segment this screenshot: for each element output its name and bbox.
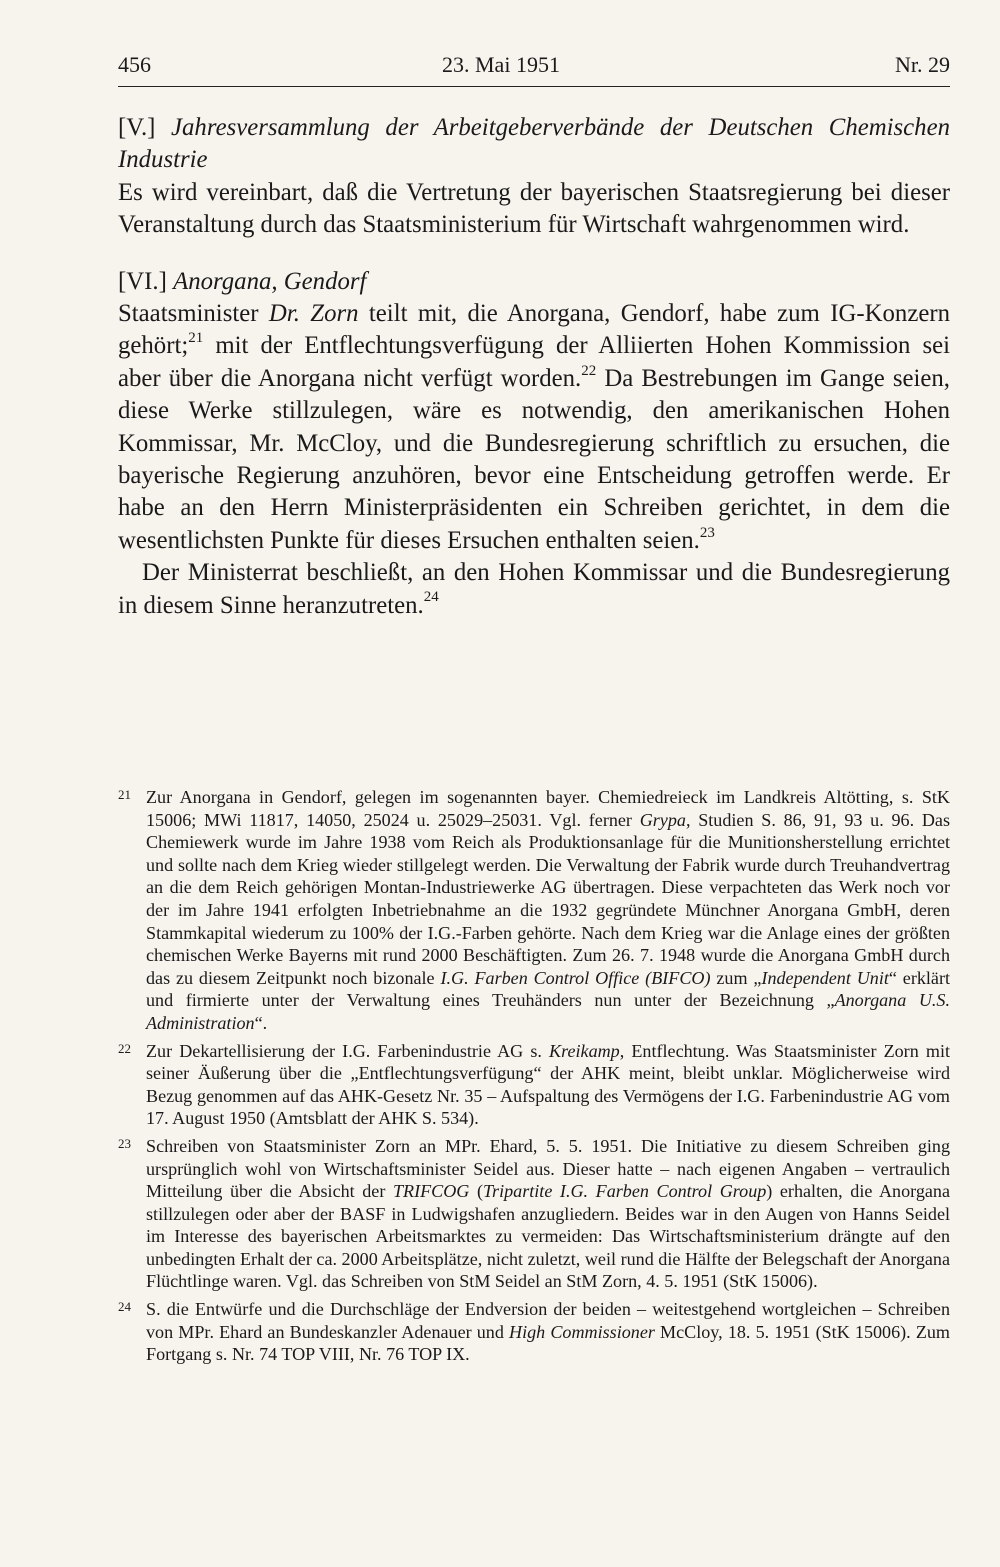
footnotes: [118, 786, 950, 1371]
main-text: [118, 112, 950, 622]
page-header: [118, 52, 950, 86]
header-date: 23. Mai 1951: [442, 52, 560, 77]
footnote-number: 24: [118, 1299, 131, 1315]
section-v-text: Es wird vereinbart, daß die Vertretung der bayerischen Staatsregierung bei dieser Veranstaltung durch das Staatsministerium für Wirtschaft wahrgenommen wird.: [118, 178, 950, 239]
text-run: Schreiben von Staatsminister Zorn an MPr. Ehard, 5. 5. 1951. Die Initiative zu diesem Schreiben ging ursprünglich wohl von Wirtschaftsminister Seidel aus. Dieser hatte – nach eigenen Angaben – vertraulich Mitteilung über die Absicht der: [146, 1135, 950, 1202]
section-title: Anorgana, Gendorf: [173, 267, 367, 295]
text-run: mit der Entflechtungsverfügung der Alliierten Hohen Kommission sei aber über die Anorgana nicht verfügt worden.: [118, 332, 950, 392]
text-run: (: [469, 1181, 483, 1202]
section-label: [V.]: [118, 114, 156, 141]
section-heading-v: [118, 112, 950, 177]
text-run: Staatsminister: [118, 300, 269, 328]
header-rule: [118, 86, 950, 87]
issue-number: Nr. 29: [895, 52, 950, 77]
italic-term: High Commissioner: [509, 1321, 655, 1342]
text-run: , Studien S. 86, 91, 93 u. 96. Das Chemiewerk wurde im Jahre 1938 vom Reich als Produktionsanlage für die Munitionsherstellung errichtet und sollte nach dem Krieg wieder stillgelegt werden. Die Verwaltung der Fabrik wurde durch Treuhandvertrag an die dem Reich gehörigen Montan-Industriewerke AG übertragen. Diese verpachteten das Werk noch vor der im Jahre 1941 erfolgten Inbetriebnahme an die 1932 gegründete Münchner Anorgana GmbH, deren Stammkapital wiederum zu 100% der I.G.-Farben gehörte. Nach dem Krieg war die Anlage eines der größten chemischen Werke Bayerns mit rund 2000 Beschäftigten. Zum 26. 7. 1948 wurde die Anorgana GmbH durch das zu diesem Zeitpunkt noch bizonale: [146, 809, 950, 988]
footnote-23: [118, 1135, 950, 1293]
text-run: ) erhalten, die Anorgana stillzulegen oder aber der BASF in Ludwigshafen anzugliedern. Beides war in den Augen von Hanns Seidel im Interesse des bayerischen Arbeitsmarktes zu vermeiden: Das Wirtschaftsministerium drängte auf den unbedingten Erhalt der ca. 2000 Arbeitsplätze, nicht zuletzt, weil rund die Hälfte der Belegschaft der Anorgana Flüchtlinge waren. Vgl. das Schreiben von StM Seidel an StM Zorn, 4. 5. 1951 (StK 15006).: [146, 1181, 950, 1292]
text-run: Da Bestrebungen im Gange seien, diese Werke stillzulegen, wäre es notwendig, den amerikanischen Hohen Kommissar, Mr. McCloy, und die Bundesregierung schriftlich zu ersuchen, die bayerische Regierung anzuhören, bevor eine Entscheidung getroffen werde. Er habe an den Herrn Ministerpräsidenten ein Schreiben gerichtet, in dem die wesentlichsten Punkte für dieses Ersuchen enthalten seien.: [118, 364, 950, 554]
text-run: “.: [254, 1012, 268, 1033]
text-run: Der Ministerrat beschließt, an den Hohen Kommissar und die Bundesregierung in diesem Sinne heranzutreten.: [118, 559, 950, 619]
footnote-ref[interactable]: 22: [581, 362, 597, 379]
text-run: zum „: [710, 967, 762, 988]
text-run: McCloy, 18. 5. 1951 (StK 15006). Zum Fortgang s. Nr. 74 TOP VIII, Nr. 76 TOP IX.: [146, 1321, 950, 1365]
page-number: 456: [118, 52, 151, 77]
italic-term: I.G. Farben Control Office (BIFCO): [440, 967, 711, 988]
italic-term: Tripartite I.G. Farben Control Group: [482, 1181, 767, 1202]
section-vi-paragraph: [118, 298, 950, 557]
footnote-number: 22: [118, 1040, 131, 1056]
footnote-ref[interactable]: 21: [188, 330, 204, 347]
text-run: , Entflechtung. Was Staatsminister Zorn mit seiner Äußerung über die „Entflechtungsverfügung“ der AHK meint, bleibt unklar. Möglicherweise wird Bezug genommen auf das AHK-Gesetz Nr. 35 – Aufspaltung des Vermögens der I.G. Farbenindustrie AG vom 17. August 1950 (Amtsblatt der AHK S. 534).: [146, 1040, 951, 1129]
footnote-24: [118, 1298, 950, 1366]
section-title: Jahresversammlung der Arbeitgeberverbände der Deutschen Chemischen Industrie: [118, 114, 950, 174]
author-name: Kreikamp: [549, 1040, 620, 1061]
footnote-number: 23: [118, 1135, 131, 1151]
text-run: Zur Dekartellisierung der I.G. Farbenindustrie AG s.: [146, 1040, 550, 1061]
text-run: “ erklärt und firmierte unter der Verwaltung eines Treuhänders nun unter der Bezeichnung „: [146, 967, 951, 1011]
footnote-number: 21: [118, 787, 131, 802]
resolution-paragraph: [118, 557, 950, 622]
footnote-21: [118, 786, 950, 1035]
text-run: Zur Anorgana in Gendorf, gelegen im sogenannten bayer. Chemiedreieck im Landkreis Altötting, s. StK 15006; MWi 11817, 14050, 25024 u. 25029–25031. Vgl. ferner: [146, 787, 950, 830]
section-heading-vi: [118, 266, 950, 298]
person-name: Dr. Zorn: [268, 300, 359, 328]
footnote-22: [118, 1040, 950, 1130]
text-run: S. die Entwürfe und die Durchschläge der Endversion der beiden – weitestgehend wortgleichen – Schreiben von MPr. Ehard an Bundeskanzler Adenauer und: [146, 1299, 950, 1342]
italic-term: TRIFCOG: [392, 1181, 470, 1202]
footnote-ref[interactable]: 23: [699, 524, 715, 541]
text-run: teilt mit, die Anorgana, Gendorf, habe zum IG-Konzern gehört;: [118, 300, 950, 360]
section-label: [VI.]: [118, 267, 167, 295]
footnote-ref[interactable]: 24: [423, 589, 439, 606]
italic-term: Independent Unit: [761, 967, 889, 988]
author-name: Grypa: [639, 809, 686, 830]
italic-term: Anorgana U.S. Administration: [146, 990, 950, 1033]
